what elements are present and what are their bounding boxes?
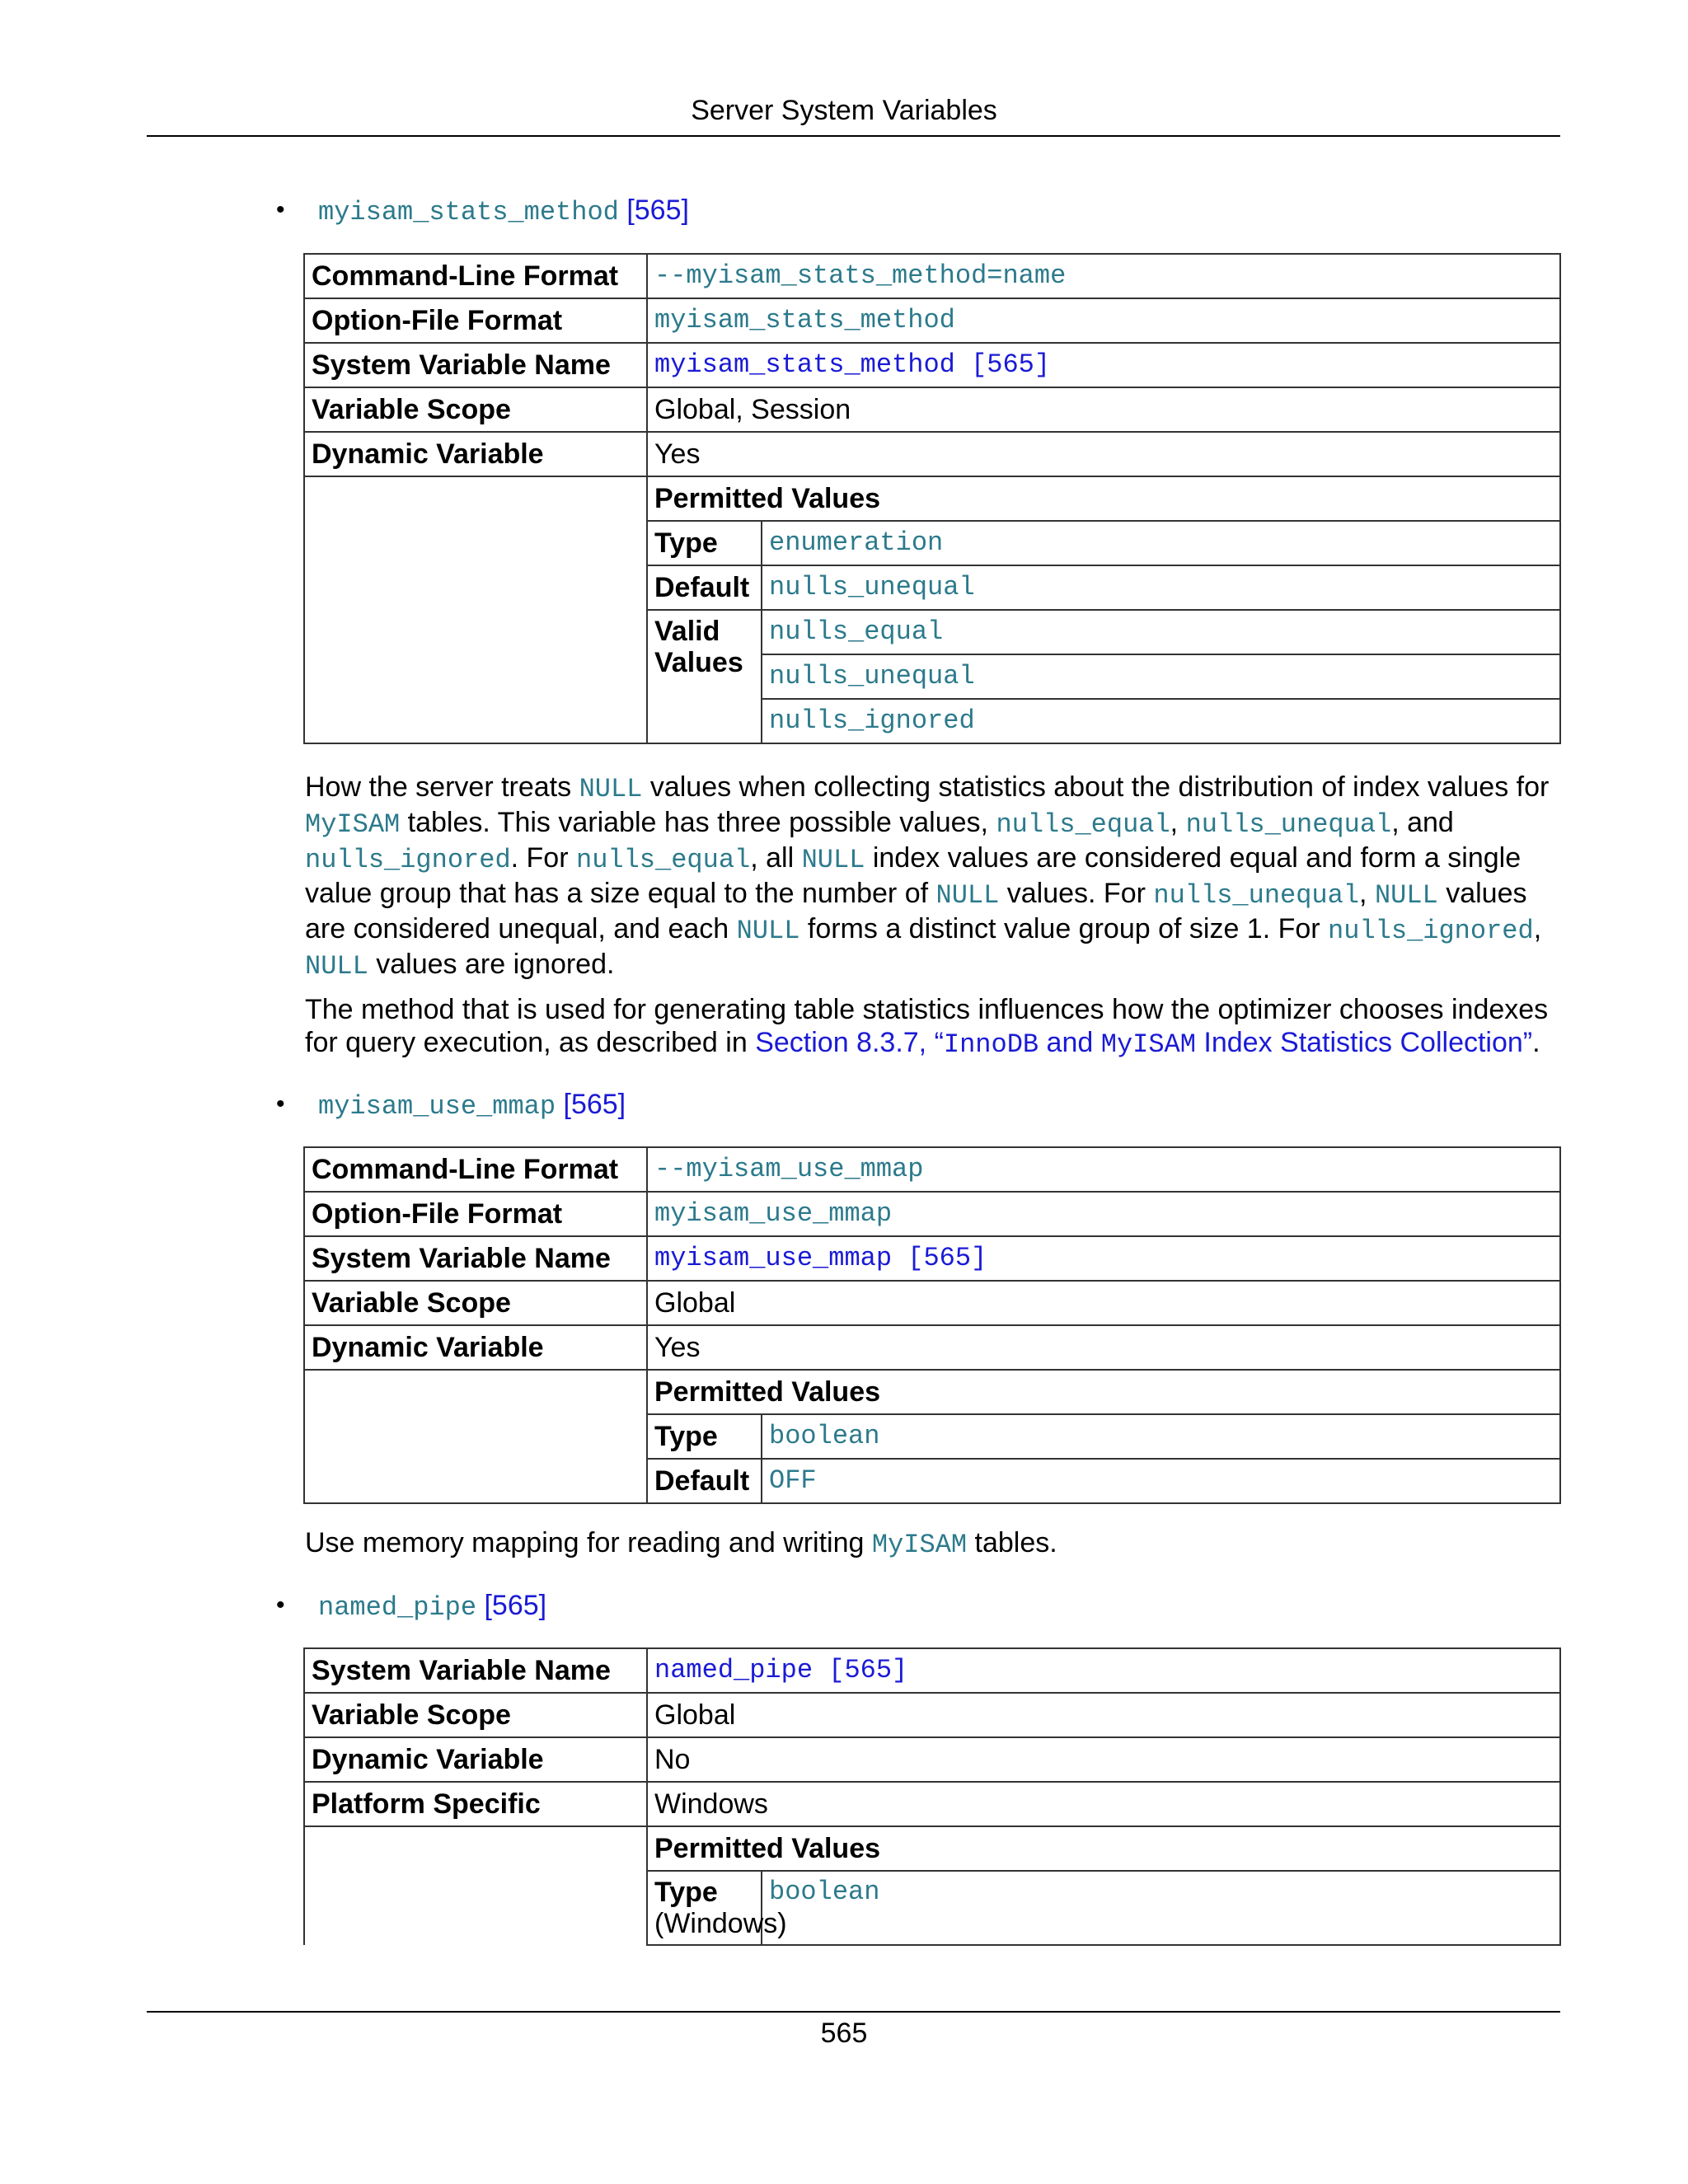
var3-name-link[interactable]: named_pipe xyxy=(318,1592,477,1623)
row-label: Type xyxy=(647,521,762,565)
table-row xyxy=(304,1826,1560,1871)
table-row xyxy=(304,1192,1560,1236)
row-value: Yes xyxy=(647,1325,1560,1370)
table-row xyxy=(304,1693,1560,1737)
row-value: Global, Session xyxy=(647,387,1560,432)
var1-table xyxy=(303,253,1561,744)
row-value: enumeration xyxy=(762,521,1560,565)
row-label: Command-Line Format xyxy=(304,1147,647,1192)
row-value: myisam_stats_method xyxy=(647,298,1560,343)
row-value: --myisam_stats_method=name xyxy=(647,254,1560,298)
var3-heading xyxy=(318,1590,546,1623)
row-value: OFF xyxy=(762,1459,1560,1503)
table-row xyxy=(304,1370,1560,1414)
row-label: Option-File Format xyxy=(304,298,647,343)
page-number: 565 xyxy=(820,2018,868,2049)
row-value: Global xyxy=(647,1693,1560,1737)
var2-ref-link[interactable]: [565] xyxy=(563,1089,626,1120)
table-row xyxy=(304,1281,1560,1325)
var1-name-link[interactable]: myisam_stats_method xyxy=(318,197,619,227)
row-label: Command-Line Format xyxy=(304,254,647,298)
row-value: nulls_ignored xyxy=(762,699,1560,743)
row-label: System Variable Name xyxy=(304,343,647,387)
table-row xyxy=(304,432,1560,476)
table-row xyxy=(304,1782,1560,1826)
permitted-values-heading: Permitted Values xyxy=(647,1370,1560,1414)
sysvar-link[interactable]: myisam_use_mmap [565] xyxy=(647,1236,1560,1281)
table-row xyxy=(304,1147,1560,1192)
row-label: Variable Scope xyxy=(304,387,647,432)
bullet: • xyxy=(276,196,285,223)
var1-heading xyxy=(318,194,689,227)
table-row xyxy=(304,298,1560,343)
table-row xyxy=(304,1236,1560,1281)
row-value: Global xyxy=(647,1281,1560,1325)
table-row xyxy=(304,1737,1560,1782)
var3-table xyxy=(303,1647,1561,1946)
sysvar-link[interactable]: myisam_stats_method [565] xyxy=(647,343,1560,387)
row-label: Valid Values xyxy=(647,610,762,743)
row-value: nulls_equal xyxy=(762,610,1560,654)
row-label: Variable Scope xyxy=(304,1693,647,1737)
row-value: boolean xyxy=(762,1414,1560,1459)
table-row xyxy=(304,1325,1560,1370)
var2-name-link[interactable]: myisam_use_mmap xyxy=(318,1091,556,1122)
row-value: Windows xyxy=(647,1782,1560,1826)
empty-cell xyxy=(304,1826,647,1945)
table-row xyxy=(304,476,1560,521)
row-label: System Variable Name xyxy=(304,1236,647,1281)
row-label: Variable Scope xyxy=(304,1281,647,1325)
var2-description: Use memory mapping for reading and writing MyISAM tables. xyxy=(305,1527,1057,1560)
row-value: Yes xyxy=(647,432,1560,476)
row-label: Type xyxy=(647,1414,762,1459)
table-row xyxy=(304,254,1560,298)
var1-optimizer-note: The method that is used for generating table statistics influences how the optimizer chooses indexes for query execution, as described in Section 8.3.7, “InnoDB and MyISAM Index Statistics Collection”. xyxy=(305,994,1549,1060)
var2-heading xyxy=(318,1089,626,1122)
table-row xyxy=(304,1648,1560,1693)
table-row xyxy=(304,387,1560,432)
row-value: boolean xyxy=(762,1871,1560,1945)
sysvar-link[interactable]: named_pipe [565] xyxy=(647,1648,1560,1693)
permitted-values-heading: Permitted Values xyxy=(647,476,1560,521)
empty-cell xyxy=(304,1370,647,1503)
var2-table xyxy=(303,1146,1561,1504)
row-value: --myisam_use_mmap xyxy=(647,1147,1560,1192)
row-value: myisam_use_mmap xyxy=(647,1192,1560,1236)
section-link[interactable]: Section 8.3.7, “InnoDB and MyISAM Index Statistics Collection” xyxy=(755,1027,1533,1060)
row-value: No xyxy=(647,1737,1560,1782)
row-value: nulls_unequal xyxy=(762,654,1560,699)
var3-ref-link[interactable]: [565] xyxy=(484,1590,547,1621)
row-label: Default xyxy=(647,565,762,610)
bullet: • xyxy=(276,1090,285,1118)
row-label: Type (Windows) xyxy=(647,1871,762,1945)
var1-description: How the server treats NULL values when collecting statistics about the distribution of index values for MyISAM tables. This variable has three possible values, nulls_equal, nulls_unequal, and nulls_ignored. For nulls_equal, all NULL index values are considered equal and form a single value group that has a size equal to the number of NULL values. For nulls_unequal, NULL values are considered unequal, and each NULL forms a distinct value group of size 1. For nulls_ignored, NULL values are ignored. xyxy=(305,771,1550,982)
page-header: Server System Variables xyxy=(691,95,997,126)
permitted-values-heading: Permitted Values xyxy=(647,1826,1560,1871)
empty-cell xyxy=(304,476,647,743)
row-label: Dynamic Variable xyxy=(304,432,647,476)
var1-ref-link[interactable]: [565] xyxy=(626,194,689,226)
row-label: Platform Specific xyxy=(304,1782,647,1826)
footer-rule xyxy=(147,2011,1560,2013)
row-value: nulls_unequal xyxy=(762,565,1560,610)
header-rule xyxy=(147,135,1560,137)
row-label: Option-File Format xyxy=(304,1192,647,1236)
row-label: Dynamic Variable xyxy=(304,1737,647,1782)
row-label: Default xyxy=(647,1459,762,1503)
table-row xyxy=(304,343,1560,387)
row-label: Dynamic Variable xyxy=(304,1325,647,1370)
bullet: • xyxy=(276,1591,285,1619)
row-label: System Variable Name xyxy=(304,1648,647,1693)
